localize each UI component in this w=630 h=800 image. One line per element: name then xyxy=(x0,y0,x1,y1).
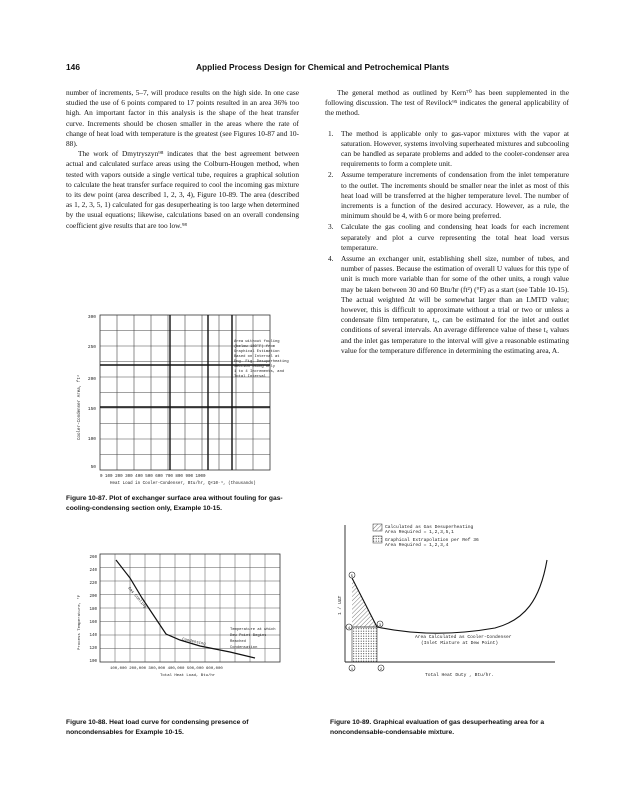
y-tick: 100 xyxy=(87,437,96,442)
svg-text:5: 5 xyxy=(350,575,354,579)
list-item: 1. The method is applicable only to gas-vapor mixtures with the vapor at saturation. However, systems involving superheated mixtures and subcooling can be handled as separate problems and added to the cooler-condenser area requirements to form a complete unit. xyxy=(328,128,569,169)
svg-text:Based on Interval at: Based on Interval at xyxy=(234,355,280,359)
x-ticks: 100,000 200,000 300,000 400,000 500,000 600,000 xyxy=(110,667,223,671)
y-axis-label: Cooler-Condenser Area, ft² xyxy=(78,374,82,440)
list-item: 2. Assume temperature increments of condensation from the inlet temperature to the outlet. The increments should be smaller near the inlet as most of this heat load will be transferred at the higher temperature level. The number of increments is a function of the desired accuracy. However, as a rule, the minimum should be 4, with 6 or more being preferred. xyxy=(328,170,569,221)
left-column xyxy=(66,88,299,231)
figure-10-88-caption: Figure 10-88. Heat load curve for condensing presence of noncondensables for Example 10-15. xyxy=(66,719,249,736)
list-item: 3. Calculate the gas cooling and condensing heat loads for each increment separately and plot a curve representing the total heat load versus temperature. xyxy=(328,222,569,252)
y-tick: 300 xyxy=(87,315,96,320)
svg-text:Reached: Reached xyxy=(230,640,246,644)
x-ticks: 0 100 200 300 400 500 600 700 800 900 1000 xyxy=(100,475,206,479)
y-tick: 250 xyxy=(87,345,96,350)
running-title: Applied Process Design for Chemical and Petrochemical Plants xyxy=(196,62,450,72)
svg-text:4: 4 xyxy=(347,627,351,631)
svg-text:Area Required = 1,2,3,5,1: Area Required = 1,2,3,5,1 xyxy=(385,530,454,535)
svg-text:(Inlet Mixture at Dew Point): (Inlet Mixture at Dew Point) xyxy=(421,641,499,646)
svg-text:260: 260 xyxy=(89,556,97,560)
figure-10-87 xyxy=(70,310,310,490)
method-steps-list xyxy=(325,129,569,356)
svg-text:120: 120 xyxy=(89,647,97,651)
svg-text:Area without fouling: Area without fouling xyxy=(234,340,280,344)
svg-text:180: 180 xyxy=(89,608,97,612)
svg-text:Section Using Only: Section Using Only xyxy=(234,365,276,369)
svg-text:1 to 4 Increments, and: 1 to 4 Increments, and xyxy=(234,370,285,374)
x-axis-label: Heat Load in Cooler-Condenser, Btu/hr, Q×10⁻³, (thousands) xyxy=(110,482,256,486)
svg-text:Calculated as Gas Desuperheati: Calculated as Gas Desuperheating xyxy=(385,525,474,530)
curve-label: Gas Cooling xyxy=(126,586,147,610)
svg-text:Area Calculated as Cooler-Cond: Area Calculated as Cooler-Condenser xyxy=(415,635,512,640)
svg-text:140: 140 xyxy=(89,634,97,638)
svg-text:160: 160 xyxy=(89,621,97,625)
svg-text:1: 1 xyxy=(350,668,354,672)
svg-text:(below 180°F) from: (below 180°F) from xyxy=(234,345,276,349)
x-axis-label: Total Heat Load, Btu/hr xyxy=(160,674,216,678)
svg-text:Area Required = 1,2,3,4: Area Required = 1,2,3,4 xyxy=(385,543,449,548)
svg-text:200: 200 xyxy=(89,595,97,599)
y-axis-label: Process Temperature, °F xyxy=(78,594,82,650)
right-intro-paragraph: The general method as outlined by Kern⁷⁰ has been supplemented in the following discussion. The test of Revilock⁹⁵ indicates the general applicability of the method. xyxy=(325,88,569,118)
svg-text:220: 220 xyxy=(89,582,97,586)
list-item: 4. Assume an exchanger unit, establishing shell size, number of tubes, and number of passes. Because the estimation of overall U values for this type of unit is much more variable than for some of the other units, a rough value may be taken between 30 and 60 Btu/hr (ft²) (°F) as a start (see Table 10-15). The actual weighted Δt will be somewhat larger than an LMTD value; however, this is difficult to approximate without a trial or two or unless a condensate film temperature, t꜀, can be estimated for the inlet and outlet conditions of several intervals. An average difference value of these t꜀ values and the inlet gas temperature to the interval will give a reasonable estimating value for the temperature difference in determining the estimating area, A. xyxy=(328,254,569,355)
y-axis-label: 1 / UΔT xyxy=(338,595,343,615)
svg-text:Graphical Extrapolation per Re: Graphical Extrapolation per Ref 36 xyxy=(385,538,479,543)
y-tick: 200 xyxy=(87,377,96,382)
x-axis-label: Total Heat Duty , Btu/hr. xyxy=(425,673,494,678)
svg-text:Eng. Fig. Desuperheating: Eng. Fig. Desuperheating xyxy=(234,360,289,364)
y-tick: 50 xyxy=(90,465,96,470)
legend-block xyxy=(234,339,289,379)
curve-label: Condensing xyxy=(181,638,206,647)
left-paragraph-2: The work of Dmytryszyn⁹⁸ indicates that the best agreement between actual and calculated surface areas using the Colburn-Hougen method, when tested with vapors outside a single vertical tube, requires a graphical solution to calculate the heat transfer surface required to cool the incoming gas mixture to its dew point (area described 1, 2, 3, 4), Figure 10-89. The area (described as 1, 2, 3, 5, 1) calculated for gas desuperheating is too large when determined by the usual equations; likewise, calculations based on an overall condensing coefficient give results that are too low.⁹⁸ xyxy=(66,149,299,230)
legend-block xyxy=(230,627,276,650)
svg-text:Condensation: Condensation xyxy=(230,646,258,650)
figure-10-88 xyxy=(70,550,310,680)
svg-text:Graphical Estimation: Graphical Estimation xyxy=(234,350,280,354)
svg-text:100: 100 xyxy=(89,660,97,664)
svg-text:240: 240 xyxy=(89,569,97,573)
svg-text:2: 2 xyxy=(379,668,383,672)
svg-text:Dew Point Begins: Dew Point Begins xyxy=(230,634,267,638)
figure-10-87-caption: Figure 10-87. Plot of exchanger surface area without fouling for gas-cooling-condensing section only, Example 10-15. xyxy=(66,495,283,512)
y-tick: 150 xyxy=(87,407,96,412)
svg-text:Total Interval: Total Interval xyxy=(234,375,266,379)
page-number: 146 xyxy=(66,62,80,72)
right-column xyxy=(325,88,569,357)
left-paragraph-1: number of increments, 5–7, will produce results on the high side. In one case studied the use of 6 points compared to 17 points resulted in an area 36% too high. An important factor in this analysis is the shape of the heat transfer curve. Increments should be chosen smaller in the areas where the rate of change of heat load with temperature is the greatest (see Figures 10-87 and 10-88). xyxy=(66,88,299,149)
figure-10-89 xyxy=(335,520,575,680)
figure-10-89-caption: Figure 10-89. Graphical evaluation of gas desuperheating area for a noncondensable-condensable mixture. xyxy=(330,719,545,736)
page-header xyxy=(66,62,566,76)
svg-text:3: 3 xyxy=(378,624,382,628)
svg-text:Temperature at which: Temperature at which xyxy=(230,628,276,632)
